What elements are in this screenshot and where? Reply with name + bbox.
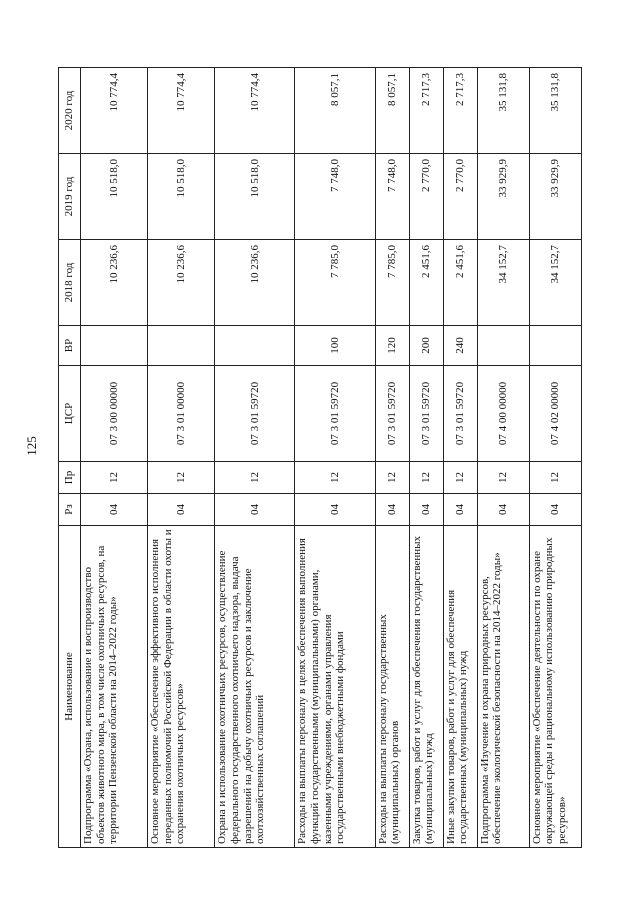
row-name: Охрана и использование охотничьих ресурсов, осуществление федерального государственного охотничьего надзора, выдача разрешений на добычу охотничьих ресурсов и заключение охотхозяйственных соглашений [215, 526, 295, 848]
header-2019: 2019 год [59, 154, 81, 240]
row-rz: 04 [148, 494, 215, 526]
row-2018: 34 152,7 [529, 240, 581, 326]
row-vr [529, 326, 581, 366]
row-rz: 04 [409, 494, 443, 526]
row-pr: 12 [81, 462, 148, 494]
row-csr: 07 3 01 59720 [375, 366, 409, 462]
header-2018: 2018 год [59, 240, 81, 326]
row-vr [148, 326, 215, 366]
row-rz: 04 [375, 494, 409, 526]
row-2018: 7 785,0 [295, 240, 375, 326]
rotated-table-container [58, 68, 582, 848]
row-pr: 12 [295, 462, 375, 494]
row-csr: 07 3 01 59720 [295, 366, 375, 462]
table-row [81, 68, 148, 848]
row-2019: 33 929,9 [477, 154, 529, 240]
header-name: Наименование [59, 526, 81, 848]
row-pr: 12 [409, 462, 443, 494]
table-row [409, 68, 443, 848]
row-vr: 100 [295, 326, 375, 366]
row-pr: 12 [375, 462, 409, 494]
row-2019: 2 770,0 [409, 154, 443, 240]
row-vr [81, 326, 148, 366]
row-2020: 35 131,8 [529, 68, 581, 154]
row-2018: 10 236,6 [215, 240, 295, 326]
row-vr: 200 [409, 326, 443, 366]
row-2018: 2 451,6 [409, 240, 443, 326]
header-rz: Рз [59, 494, 81, 526]
row-2020: 10 774,4 [81, 68, 148, 154]
row-rz: 04 [529, 494, 581, 526]
row-2020: 2 717,3 [409, 68, 443, 154]
row-2019: 2 770,0 [443, 154, 477, 240]
row-2018: 34 152,7 [477, 240, 529, 326]
row-csr: 07 4 00 00000 [477, 366, 529, 462]
row-vr: 240 [443, 326, 477, 366]
table-row [443, 68, 477, 848]
row-2019: 10 518,0 [81, 154, 148, 240]
row-pr: 12 [477, 462, 529, 494]
budget-table [58, 67, 582, 848]
row-name: Закупка товаров, работ и услуг для обеспечения государственных (муниципальных) нужд [409, 526, 443, 848]
header-pr: Пр [59, 462, 81, 494]
row-rz: 04 [295, 494, 375, 526]
row-pr: 12 [215, 462, 295, 494]
row-name: Основное мероприятие «Обеспечение эффективного исполнения переданных полномочий Российской Федерации в области охоты и сохранения охотничьих ресурсов» [148, 526, 215, 848]
row-2020: 10 774,4 [148, 68, 215, 154]
row-2018: 2 451,6 [443, 240, 477, 326]
row-rz: 04 [443, 494, 477, 526]
header-2020: 2020 год [59, 68, 81, 154]
page-number: 125 [24, 436, 39, 456]
row-2018: 10 236,6 [81, 240, 148, 326]
header-vr: ВР [59, 326, 81, 366]
row-name: Подпрограмма «Охрана, использование и воспроизводство объектов животного мира, в том числе охотничьих ресурсов, на территории Пензенской области на 2014–2022 годы» [81, 526, 148, 848]
row-name: Основное мероприятие «Обеспечение деятельности по охране окружающей среды и рациональному использованию природных ресурсов» [529, 526, 581, 848]
row-csr: 07 3 01 00000 [148, 366, 215, 462]
row-2020: 8 057,1 [295, 68, 375, 154]
row-vr [477, 326, 529, 366]
table-row [477, 68, 529, 848]
row-name: Расходы на выплаты персоналу в целях обеспечения выполнения функций государственными (муниципальными) органами, казенными учреждениями, органами управления государственными внебюджетными фондами [295, 526, 375, 848]
row-2019: 7 748,0 [295, 154, 375, 240]
row-csr: 07 3 01 59720 [215, 366, 295, 462]
table-row [215, 68, 295, 848]
row-csr: 07 4 02 00000 [529, 366, 581, 462]
table-row [375, 68, 409, 848]
row-csr: 07 3 01 59720 [443, 366, 477, 462]
table-header-row [59, 68, 81, 848]
row-pr: 12 [443, 462, 477, 494]
row-vr [215, 326, 295, 366]
row-rz: 04 [81, 494, 148, 526]
table-row [148, 68, 215, 848]
row-csr: 07 3 00 00000 [81, 366, 148, 462]
table-row [529, 68, 581, 848]
row-name: Подпрограмма «Изучение и охрана природных ресурсов, обеспечение экологической безопасности на 2014–2022 годы» [477, 526, 529, 848]
row-2019: 10 518,0 [215, 154, 295, 240]
row-2020: 35 131,8 [477, 68, 529, 154]
row-2020: 8 057,1 [375, 68, 409, 154]
row-2018: 10 236,6 [148, 240, 215, 326]
row-2019: 33 929,9 [529, 154, 581, 240]
header-csr: ЦСР [59, 366, 81, 462]
row-2020: 2 717,3 [443, 68, 477, 154]
row-name: Иные закупки товаров, работ и услуг для обеспечения государственных (муниципальных) нужд [443, 526, 477, 848]
row-name: Расходы на выплаты персоналу государственных (муниципальных) органов [375, 526, 409, 848]
row-rz: 04 [215, 494, 295, 526]
row-pr: 12 [148, 462, 215, 494]
row-vr: 120 [375, 326, 409, 366]
row-2019: 7 748,0 [375, 154, 409, 240]
row-2020: 10 774,4 [215, 68, 295, 154]
row-2019: 10 518,0 [148, 154, 215, 240]
row-rz: 04 [477, 494, 529, 526]
row-pr: 12 [529, 462, 581, 494]
row-2018: 7 785,0 [375, 240, 409, 326]
table-row [295, 68, 375, 848]
row-csr: 07 3 01 59720 [409, 366, 443, 462]
